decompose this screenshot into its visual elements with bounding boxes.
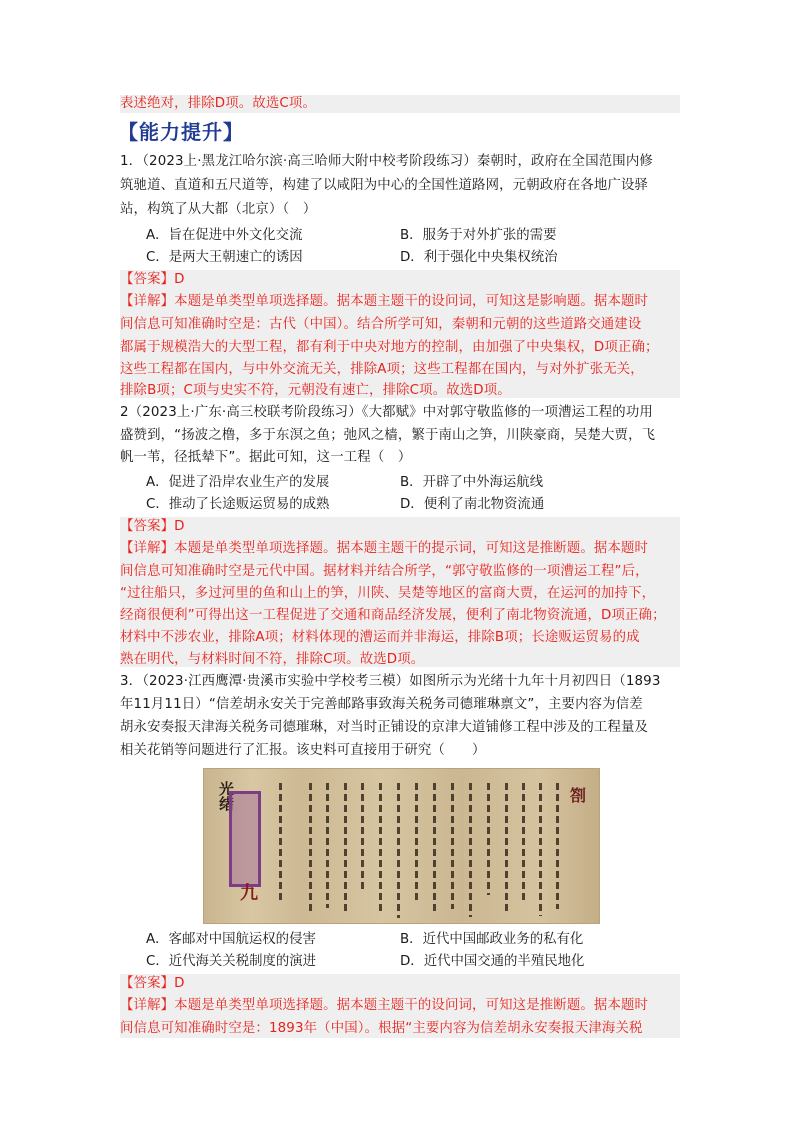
section-title: 【能力提升】 — [118, 120, 244, 144]
image-text-right: 劄 — [570, 786, 587, 805]
q1-stem-line: 1．（2023上·黑龙江哈尔滨·高三哈师大附中校考阶段练习）秦朝时，政府在全国范围内修 — [120, 154, 653, 169]
previous-analysis-ending: 表述绝对，排除D项。故选C项。 — [120, 96, 316, 111]
q2-option-d: D．便利了南北物资流通 — [400, 497, 545, 512]
q2-option-a: A．促进了沿岸农业生产的发展 — [146, 475, 330, 490]
image-text-left: 光绪 — [217, 781, 235, 811]
q3-analysis-line: 【详解】本题是单类型单项选择题。据本题主题干的设问词，可知这是推断题。据本题时 — [120, 998, 649, 1013]
q3-option-b: B．近代中国邮政业务的私有化 — [400, 932, 584, 947]
official-seal — [229, 791, 261, 887]
q1-option-b: B．服务于对外扩张的需要 — [400, 228, 557, 243]
q1-analysis-line: 这些工程都在国内，与中外交流无关，排除A项；这些工程都在国内，与对外扩张无关， — [120, 362, 644, 377]
q2-answer: 【答案】D — [120, 519, 185, 534]
q2-analysis-line: 材料中不涉农业，排除A项；材料体现的漕运而并非海运，排除B项；长途贩运贸易的成 — [120, 630, 640, 645]
q1-analysis-line: 都属于规模浩大的大型工程，都有利于中央对地方的控制，由加强了中央集权，D项正确； — [120, 340, 659, 355]
q1-option-c: C．是两大王朝速亡的诱因 — [146, 250, 303, 265]
q1-answer: 【答案】D — [120, 272, 185, 287]
q2-analysis-line: 间信息可知准确时空是元代中国。据材料并结合所学，“郭守敬监修的一项漕运工程”后， — [120, 564, 649, 579]
q1-option-d: D．利于强化中央集权统治 — [400, 250, 558, 265]
q2-stem-line: 帆一苇，径抵辇下”。据此可知，这一工程（ ） — [120, 450, 412, 465]
q3-option-c: C．近代海关关税制度的演进 — [146, 954, 317, 969]
q2-analysis-line: 熟在明代，与材料时间不符，排除C项。故选D项。 — [120, 652, 425, 667]
q3-answer: 【答案】D — [120, 976, 185, 991]
q2-option-c: C．推动了长途贩运贸易的成熟 — [146, 497, 330, 512]
q2-analysis-line: 经商很便利”可得出这一工程促进了交通和商品经济发展，便利了南北物资流通，D项正确； — [120, 608, 666, 623]
q2-stem-line: 2（2023上·广东·高三校联考阶段练习）《大都赋》中对郭守敬监修的一项漕运工程的功用 — [120, 405, 653, 420]
q1-analysis-line: 【详解】本题是单类型单项选择题。据本题主题干的设问词，可知这是影响题。据本题时 — [120, 294, 649, 309]
q1-stem-line: 站，构筑了从大都（北京）（ ） — [120, 202, 317, 217]
q1-analysis-line: 排除B项；C项与史实不符，元朝没有速亡，排除C项。故选D项。 — [120, 383, 511, 398]
q3-stem-line: 3．（2023·江西鹰潭·贵溪市实验中学校考三模）如图所示为光绪十九年十月初四日（1893 — [120, 674, 661, 689]
q3-analysis-line: 间信息可知准确时空是：1893年（中国）。根据“主要内容为信差胡永安奏报天津海关税 — [120, 1021, 643, 1036]
q1-option-a: A．旨在促进中外文化交流 — [146, 228, 303, 243]
q3-option-d: D．近代中国交通的半殖民地化 — [400, 954, 585, 969]
q3-stem-line: 年11月11日）“信差胡永安关于完善邮路事致海关税务司德璀琳禀文”，主要内容为信差 — [120, 697, 643, 712]
q3-option-a: A．客邮对中国航运权的侵害 — [146, 932, 316, 947]
q3-stem-line: 相关花销等问题进行了汇报。该史料可直接用于研究（ ） — [120, 743, 486, 758]
q2-option-b: B．开辟了中外海运航线 — [400, 475, 544, 490]
q2-analysis-line: “过往船只，多过河里的鱼和山上的笋，川陕、吴楚等地区的富商大贾，在运河的加持下， — [120, 586, 656, 601]
historical-document-image — [203, 768, 600, 924]
q2-analysis-line: 【详解】本题是单类型单项选择题。据本题主题干的提示词，可知这是推断题。据本题时 — [120, 541, 649, 556]
q1-stem-line: 筑驰道、直道和五尺道等，构建了以咸阳为中心的全国性道路网，元朝政府在各地广设驿 — [120, 178, 649, 193]
image-text-number: 九 — [240, 883, 258, 904]
q1-analysis-line: 间信息可知准确时空是：古代（中国）。结合所学可知，秦朝和元朝的这些道路交通建设 — [120, 317, 642, 332]
q2-stem-line: 盛赞到，“扬波之橹，多于东溟之鱼；弛风之樯，繁于南山之笋，川陕豪商，吴楚大贾，飞 — [120, 428, 656, 443]
q3-stem-line: 胡永安奏报天津海关税务司德璀琳，对当时正铺设的京津大道铺修工程中涉及的工程量及 — [120, 720, 649, 735]
